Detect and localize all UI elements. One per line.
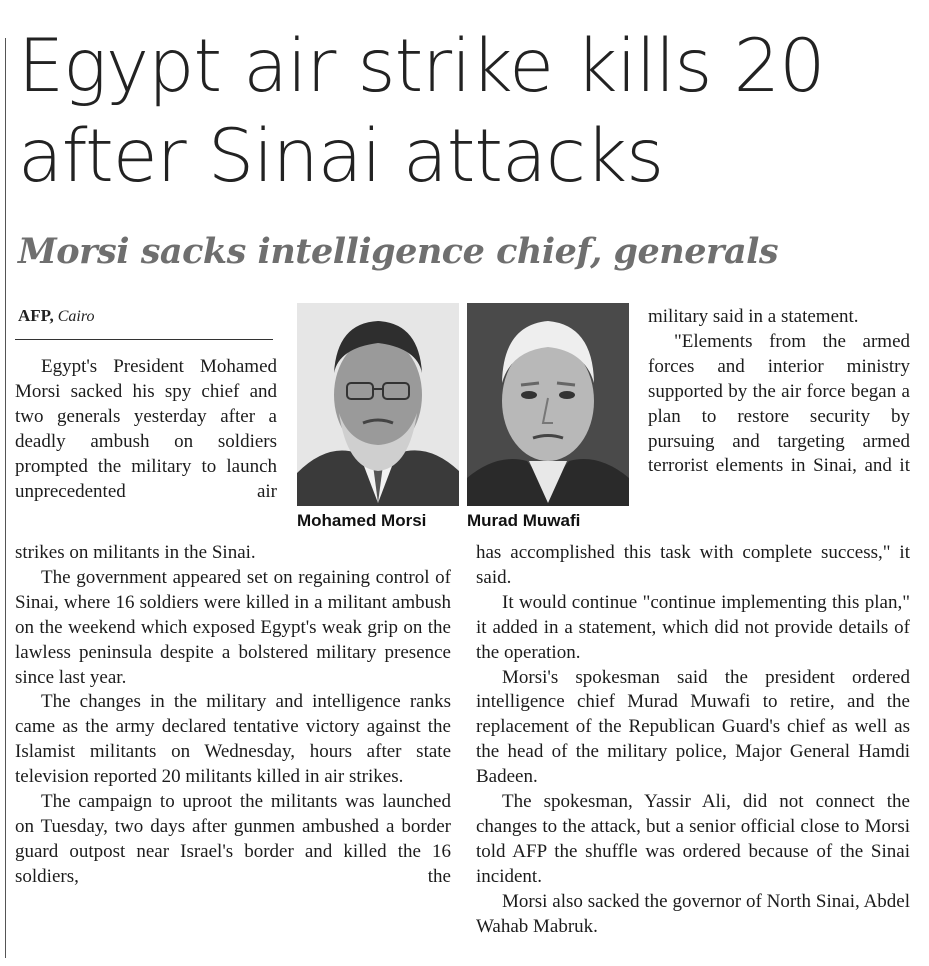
column-rule-left (5, 38, 6, 958)
column-2-bottom (476, 541, 910, 940)
byline-location: Cairo (57, 308, 95, 325)
paragraph-4: The campaign to uproot the militants was launched on Tuesday, two days after gunmen ambushed a border guard outpost near Israel's border and killed the 16 soldiers, the (15, 791, 451, 887)
paragraph-1: Egypt's President Mohamed Morsi sacked his spy chief and two generals yesterday after a deadly ambush on soldiers prompted the military to launch unprecedented air (15, 356, 277, 502)
column-1-top (15, 355, 277, 504)
portrait-morsi-image (297, 303, 459, 506)
byline-divider (15, 339, 273, 340)
paragraph-6: It would continue "continue implementing this plan," it added in a statement, which did not provide details of the operation. (476, 591, 910, 663)
paragraph-9: Morsi also sacked the governor of North Sinai, Abdel Wahab Mabruk. (476, 890, 910, 937)
subheadline: Morsi sacks intelligence chief, generals (18, 231, 779, 272)
portrait-muwafi-image (467, 303, 629, 506)
photo-mohamed-morsi (297, 303, 459, 506)
headline: Egypt air strike kills 20 after Sinai attacks (18, 24, 825, 199)
caption-murad-muwafi: Murad Muwafi (467, 511, 581, 530)
paragraph-4-continued: military said in a statement. (648, 306, 859, 327)
byline (18, 306, 95, 326)
column-2-top (648, 305, 910, 479)
paragraph-3: The changes in the military and intelligence ranks came as the army declared tentative victory against the Islamist militants on Wednesday, hours after state television reported 20 militants killed in air strikes. (15, 691, 451, 788)
paragraph-7: Morsi's spokesman said the president ordered intelligence chief Murad Muwafi to retire, and the replacement of the Republican Guard's chief as well as the head of the military police, Major General Hamdi Badeen. (476, 666, 910, 788)
paragraph-5-continued: has accomplished this task with complete success," it said. (476, 542, 910, 588)
caption-mohamed-morsi: Mohamed Morsi (297, 511, 427, 530)
paragraph-1-continued: strikes on militants in the Sinai. (15, 542, 256, 563)
paragraph-2: The government appeared set on regaining control of Sinai, where 16 soldiers were killed in a militant ambush on the weekend which exposed Egypt's weak grip on the lawless peninsula despite a bolstered military presence since last year. (15, 566, 451, 688)
photo-murad-muwafi (467, 303, 629, 506)
paragraph-8: The spokesman, Yassir Ali, did not connect the changes to the attack, but a senior official close to Morsi told AFP the shuffle was ordered because of the Sinai incident. (476, 791, 910, 887)
byline-agency: AFP, (18, 306, 54, 325)
column-1-bottom (15, 541, 451, 890)
paragraph-5: "Elements from the armed forces and interior ministry supported by the air force began a plan to restore security by pursuing and targeting armed terrorist elements in Sinai, and it (648, 330, 910, 477)
